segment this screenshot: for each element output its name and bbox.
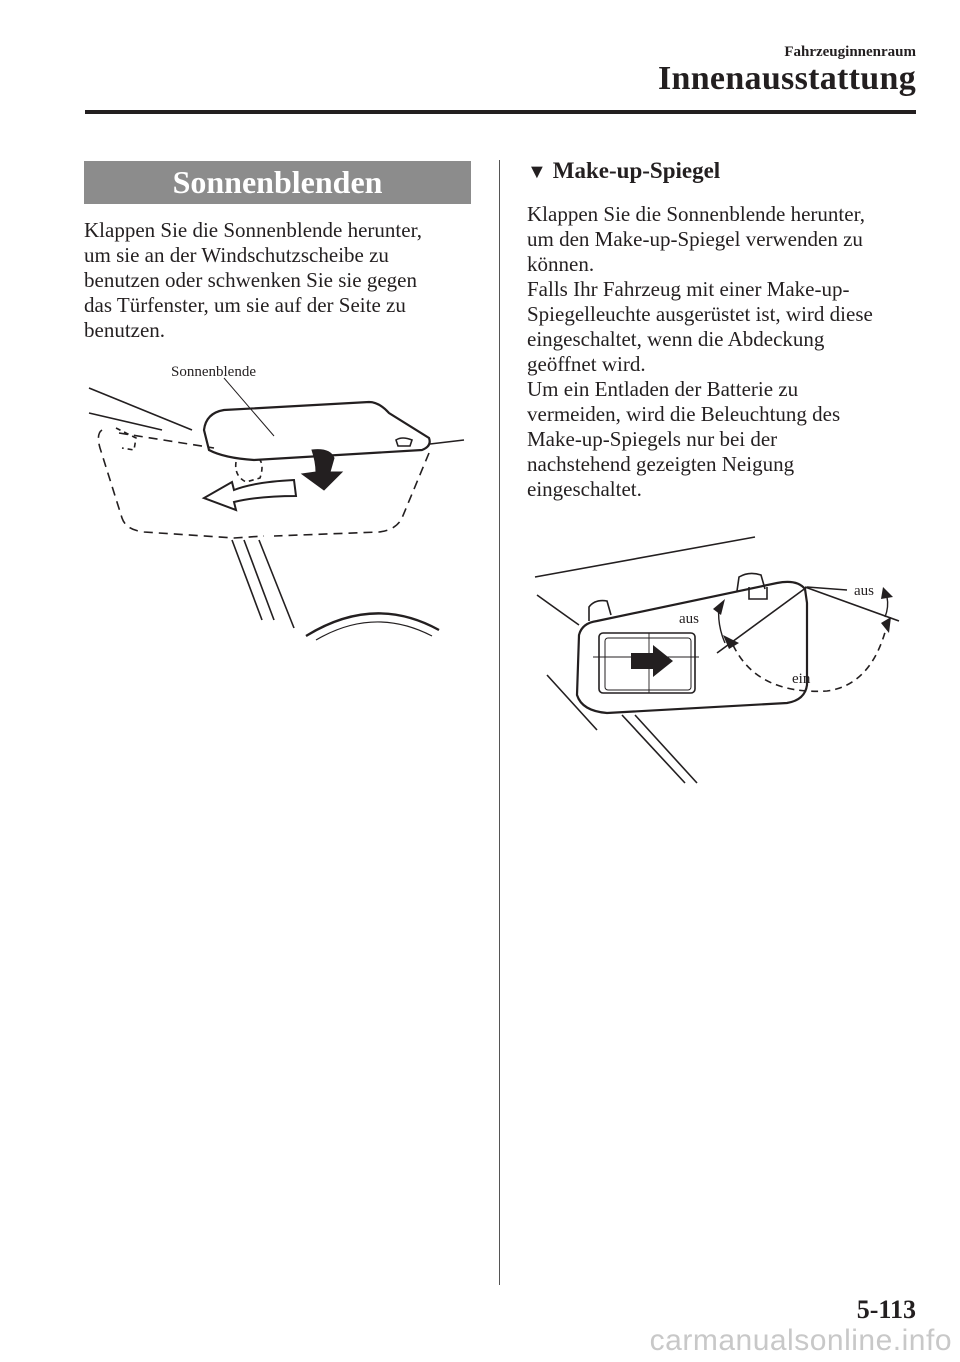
page-title: Innenausstattung (657, 60, 916, 97)
subheading-make-up-spiegel (527, 158, 720, 184)
sun-visor-illustration (84, 358, 484, 650)
aus-label-left: aus (679, 611, 699, 627)
vanity-mirror-illustration (527, 525, 927, 785)
header-rule (85, 110, 916, 114)
page-number: 5-113 (856, 1295, 916, 1324)
ein-label: ein (792, 671, 811, 687)
section-heading-sonnenblenden: Sonnenblenden (84, 161, 471, 204)
subheading-text: Make-up-Spiegel (552, 158, 721, 183)
header-section-label: Fahrzeuginnenraum (784, 44, 916, 60)
sun-visor-label: Sonnenblende (171, 364, 256, 380)
watermark: carmanualsonline.info (649, 1324, 952, 1357)
column-divider (499, 160, 500, 1285)
aus-label-right: aus (854, 583, 874, 599)
sonnenblenden-paragraph: Klappen Sie die Sonnenblende herunter, um sie an der Windschutzscheibe zu benutzen oder schwenken Sie sie gegen das Türfenster, um sie auf der Seite zu benutzen. (84, 218, 422, 342)
triangle-marker-icon: ▼ (527, 161, 547, 183)
make-up-spiegel-paragraph: Klappen Sie die Sonnenblende herunter, um den Make-up-Spiegel verwenden zu können. Falls Ihr Fahrzeug mit einer Make-up- Spiegelleuchte ausgerüstet ist, wird diese eingeschaltet, wenn die Abdeckung geöffnet wird. Um ein Entladen der Batterie zu vermeiden, wird die Beleuchtung des Make-up-Spiegels nur bei der nachstehend gezeigten Neigung eingeschaltet. (527, 202, 873, 501)
